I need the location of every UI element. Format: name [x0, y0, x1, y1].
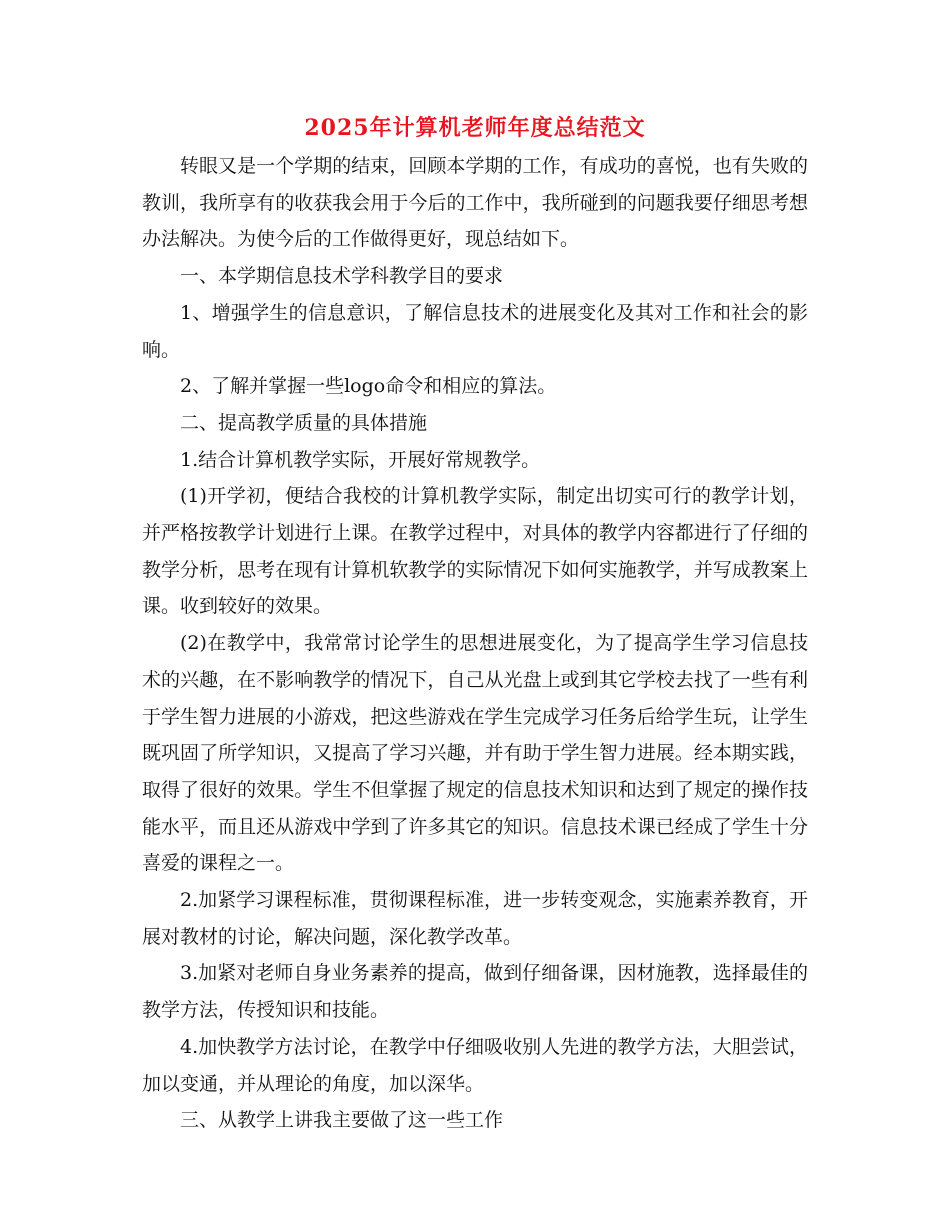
paragraph-measure-2: 2.加紧学习课程标准，贯彻课程标准，进一步转变观念，实施素养教育，开展对教材的讨论，解决问题，深化教学改革。 — [142, 889, 808, 948]
section-heading-2: 二、提高教学质量的具体措施 — [180, 411, 428, 434]
paragraph-item-1: 1、增强学生的信息意识，了解信息技术的进展变化及其对工作和社会的影响。 — [142, 301, 808, 361]
paragraph-intro: 转眼又是一个学期的结束，回顾本学期的工作，有成功的喜悦，也有失败的教训，我所享有的收获我会用于今后的工作中，我所碰到的问题我要仔细思考想办法解决。为使今后的工作做得更好，现总结如下。 — [142, 155, 808, 251]
paragraph-measure-3: 3.加紧对老师自身业务素养的提高，做到仔细备课，因材施教，选择最佳的教学方法，传授知识和技能。 — [142, 962, 808, 1022]
paragraph-measure-1-sub-1: (1)开学初，便结合我校的计算机教学实际，制定出切实可行的教学计划，并严格按教学计划进行上课。在教学过程中，对具体的教学内容都进行了仔细的教学分析，思考在现有计算机软教学的实际情况下如何实施教学，并写成教案上课。收到较好的效果。 — [142, 485, 808, 618]
section-heading-3: 三、从教学上讲我主要做了这一些工作 — [180, 1109, 504, 1132]
paragraph-measure-1: 1.结合计算机教学实际，开展好常规教学。 — [180, 448, 541, 471]
document-title: 2025年计算机老师年度总结范文 — [304, 115, 646, 141]
document-body — [142, 148, 808, 1139]
paragraph-measure-1-sub-2: (2)在教学中，我常常讨论学生的思想进展变化，为了提高学生学习信息技术的兴趣，在不影响教学的情况下，自己从光盘上或到其它学校去找了一些有利于学生智力进展的小游戏，把这些游戏在学生完成学习任务后给学生玩，让学生既巩固了所学知识，又提高了学习兴趣，并有助于学生智力进展。经本期实践，取得了很好的效果。学生不但掌握了规定的信息技术知识和达到了规定的操作技能水平，而且还从游戏中学到了许多其它的知识。信息技术课已经成了学生十分喜爱的课程之一。 — [142, 632, 808, 875]
section-heading-1: 一、本学期信息技术学科教学目的要求 — [180, 265, 504, 288]
paragraph-measure-4: 4.加快教学方法讨论，在教学中仔细吸收别人先进的教学方法，大胆尝试，加以变通，并从理论的角度，加以深华。 — [142, 1035, 808, 1095]
paragraph-item-2: 2、了解并掌握一些logo命令和相应的算法。 — [180, 375, 557, 398]
